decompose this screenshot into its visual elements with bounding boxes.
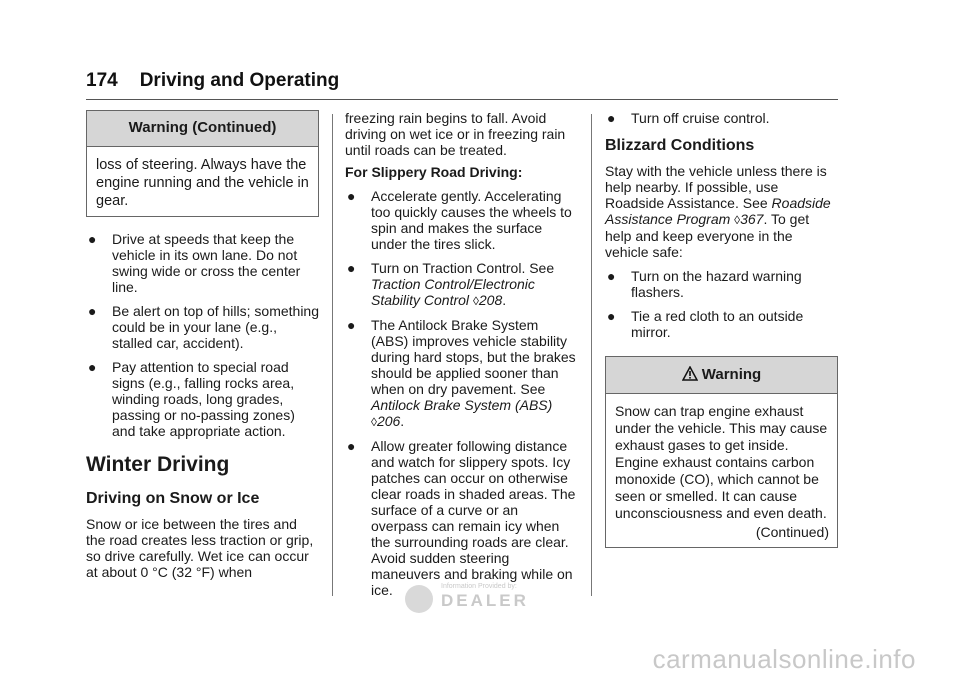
page-number: 174 — [86, 70, 118, 91]
warning-title: Warning — [701, 366, 762, 383]
list-item: ● Allow greater following distance and watch for slippery spots. Icy patches can occur on otherwise clear roads in shaded areas. The surface of a curve or an overpass can remain icy when the surrounding roads are clear. Avoid sudden steering maneuvers and braking while on ice. — [347, 438, 576, 598]
column-1 — [86, 110, 319, 586]
list-item: ● Accelerate gently. Accelerating too quickly causes the wheels to spin and makes the surface under the tires slick. — [347, 188, 572, 252]
site-watermark: carmanualsonline.info — [652, 644, 916, 674]
section-heading: Winter Driving — [86, 453, 230, 476]
list-item: ● The Antilock Brake System (ABS) improves vehicle stability during hard stops, but the brakes should be applied sooner than when on dry pavement. See Antilock Brake System (ABS) ◊206. — [347, 317, 576, 429]
warning-box — [605, 356, 838, 548]
header-rule — [86, 99, 838, 100]
list-item: ● Be alert on top of hills; something could be in your lane (e.g., stalled car, accident). — [88, 303, 320, 351]
warning-icon — [682, 366, 698, 382]
list-item: ● Tie a red cloth to an outside mirror. — [607, 308, 804, 340]
paragraph: Snow or ice between the tires and the road creates less traction or grip, so drive carefully. Wet ice can occur at about 0 °C (32 °F) when — [86, 516, 314, 580]
section-title: Driving and Operating — [139, 70, 340, 91]
footer — [0, 638, 960, 678]
column-3 — [605, 110, 838, 562]
cross-reference-link[interactable]: Roadside Assistance Program — [605, 195, 831, 227]
warning-box-continued — [86, 110, 319, 217]
list-item: ● Turn on Traction Control. See Traction Control/Electronic Stability Control ◊208. — [347, 260, 555, 308]
dealer-logo-icon — [405, 585, 433, 613]
paragraph: Stay with the vehicle unless there is help nearby. If possible, use Roadside Assistance. See Roadside Assistance Program ◊367. To get help and keep everyone in the vehicle safe: — [605, 163, 831, 260]
list-item: ● Turn off cruise control. — [607, 110, 770, 126]
subsection-heading: Blizzard Conditions — [605, 137, 755, 154]
warning-title: Warning (Continued) — [87, 111, 318, 147]
continued-label: (Continued) — [755, 524, 829, 540]
page-header — [86, 70, 339, 92]
list-item: ● Pay attention to special road signs (e.g., falling rocks area, winding roads, long grades, passing or no-passing zones) and take appropriate action. — [88, 359, 295, 439]
dealer-watermark: Information Provided by: DEALER — [405, 583, 555, 623]
page-ref-icon: ◊ — [472, 294, 479, 308]
column-divider-2 — [591, 114, 592, 596]
page-ref[interactable]: 206 — [376, 413, 401, 429]
page-ref-icon: ◊ — [371, 415, 377, 429]
page-ref[interactable]: 208 — [478, 292, 503, 308]
warning-text: loss of steering. Always have the engine running and the vehicle in gear. — [96, 157, 309, 209]
warning-text: Snow can trap engine exhaust under the vehicle. This may cause exhaust gases to get inside. Engine exhaust contains carbon monoxide (CO), which cannot be seen or smelled. It can cause unconsciousness and even death. — [615, 403, 828, 521]
column-2 — [345, 110, 578, 606]
list-item: ● Drive at speeds that keep the vehicle in its own lane. Do not swing wide or cross the center line. — [88, 231, 301, 295]
column-divider-1 — [332, 114, 333, 596]
page-ref-icon: ◊ — [734, 213, 741, 227]
list-item: ● Turn on the hazard warning flashers. — [607, 268, 802, 300]
subsection-heading: For Slippery Road Driving: — [345, 164, 523, 180]
subsection-heading: Driving on Snow or Ice — [86, 490, 260, 507]
cross-reference-link[interactable]: Antilock Brake System (ABS) — [371, 397, 553, 413]
cross-reference-link[interactable]: Traction Control/Electronic Stability Control — [371, 276, 535, 308]
page-ref[interactable]: 367 — [740, 211, 764, 227]
paragraph: freezing rain begins to fall. Avoid driving on wet ice or in freezing rain until roads can be treated. — [345, 110, 566, 158]
